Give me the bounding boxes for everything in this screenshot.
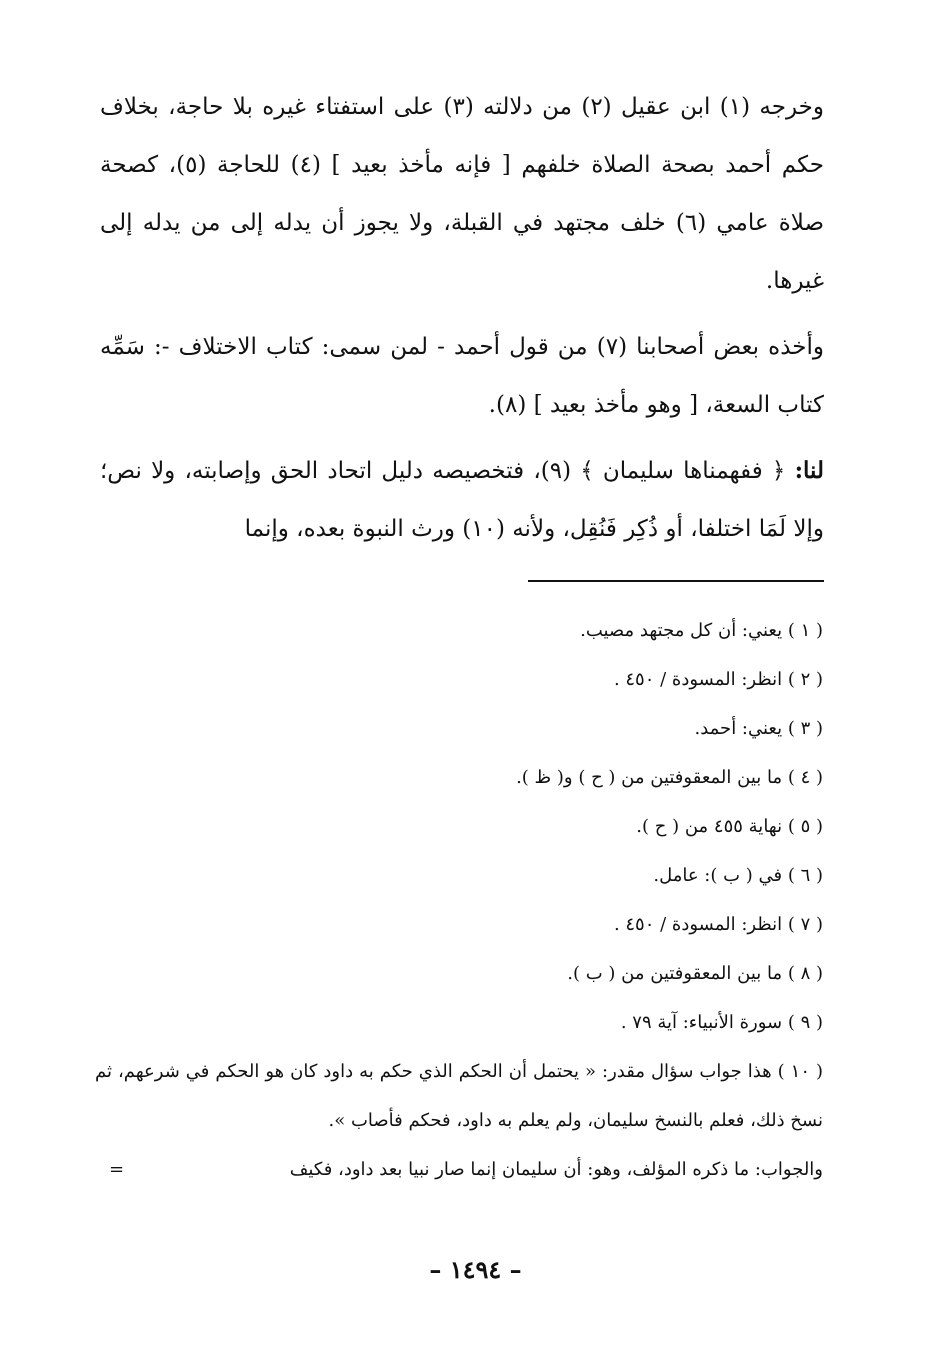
footnote-1: ( ١ ) يعني: أن كل مجتهد مصيب.	[580, 620, 823, 641]
paragraph-3-lead: لنا:	[794, 457, 825, 484]
footnote-10-continuation	[95, 1145, 823, 1194]
footnote-5: ( ٥ ) نهاية ٤٥٥ من ( ح ).	[636, 816, 823, 837]
footnote-divider	[528, 580, 824, 582]
footnote-10-continuation-text: والجواب: ما ذكره المؤلف، وهو: أن سليمان إنما صار نبيا بعد داود، فكيف	[289, 1159, 823, 1180]
paragraph-2: وأخذه بعض أصحابنا (٧) من قول أحمد - لمن سمى: كتاب الاختلاف -: سَمِّه كتاب السعة، [ وهو مأخذ بعيد ] (٨).	[100, 334, 824, 418]
footnote-9: ( ٩ ) سورة الأنبياء: آية ٧٩ .	[620, 1012, 823, 1033]
footnote-2: ( ٢ ) انظر: المسودة / ٤٥٠ .	[613, 669, 823, 690]
main-text	[100, 78, 824, 558]
footnote-10: ( ١٠ ) هذا جواب سؤال مقدر: « يحتمل أن الحكم الذي حكم به داود كان هو الحكم في شرعهم، ثم نسخ ذلك، فعلم بالنسخ سليمان، ولم يعلم به داود، فحكم فأصاب ».	[95, 1061, 823, 1131]
footnote-4: ( ٤ ) ما بين المعقوفتين من ( ح ) و( ظ ).	[516, 767, 823, 788]
paragraph-1: وخرجه (١) ابن عقيل (٢) من دلالته (٣) على استفتاء غيره بلا حاجة، بخلاف حكم أحمد بصحة الصلاة خلفهم [ فإنه مأخذ بعيد ] (٤) للحاجة (٥)، كصحة صلاة عامي (٦) خلف مجتهد في القبلة، ولا يجوز أن يدله إلى من يدله إلى غيرها.	[100, 94, 825, 294]
continuation-mark: =	[109, 1159, 125, 1180]
footnote-8: ( ٨ ) ما بين المعقوفتين من ( ب ).	[567, 963, 823, 984]
footnotes-list	[95, 606, 823, 1194]
paragraph-3-body: ﴿ ففهمناها سليمان ﴾ (٩)، فتخصيصه دليل اتحاد الحق وإصابته، ولا نص؛ وإلا لَمَا اختلفا، أو ذُكِر فَنُقِل، ولأنه (١٠) ورث النبوة بعده، وإنما	[100, 458, 824, 542]
page-number: – ١٤٩٤ –	[429, 1255, 522, 1284]
footnote-7: ( ٧ ) انظر: المسودة / ٤٥٠ .	[613, 914, 823, 935]
footnote-6: ( ٦ ) في ( ب ): عامل.	[653, 865, 823, 886]
footnote-3: ( ٣ ) يعني: أحمد.	[694, 718, 823, 739]
paragraph-3	[100, 442, 824, 558]
